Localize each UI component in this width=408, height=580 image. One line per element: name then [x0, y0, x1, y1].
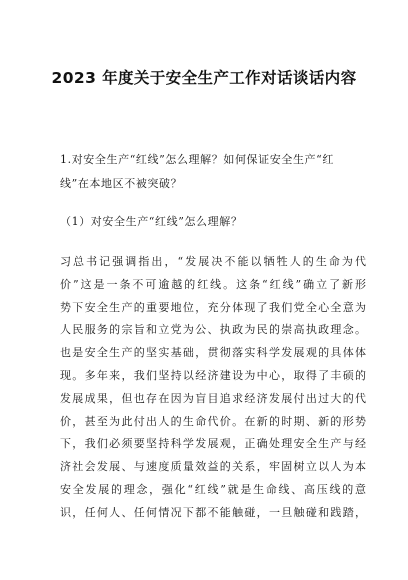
body-line-4: 人民服务的宗旨和立党为公、执政为民的崇高执政理念。: [60, 323, 366, 337]
body-line-11: 安全发展的理念，强化“红线”就是生命线、高压线的意: [60, 482, 366, 496]
body-line-5: 也是安全生产的坚实基础，贯彻落实科学发展观的具体体: [60, 346, 366, 360]
body-paragraph: [60, 251, 366, 525]
question-line-2: 线”在本地区不被突破？: [60, 177, 183, 190]
body-line-3: 势下安全生产的重要地位，充分体现了我们党全心全意为: [60, 300, 366, 314]
body-line-8: 价，甚至为此付出人的生命代价。在新的时期、新的形势: [60, 414, 366, 428]
question-line-1: 1.对安全生产“红线”怎么理解？如何保证安全生产“红: [60, 153, 334, 166]
body-line-2: 价”这是一条不可逾越的红线。这条“红线”确立了新形: [60, 277, 366, 291]
body-line-12: 识，任何人、任何情况下都不能触碰，一旦触碰和践踏，: [60, 505, 366, 519]
body-line-7: 发展成果，但也存在因为盲目追求经济发展付出过大的代: [60, 391, 366, 405]
body-line-9: 下，我们必须要坚持科学发展观，正确处理安全生产与经: [60, 437, 366, 451]
document-title: 2023 年度关于安全生产工作对话谈话内容: [51, 69, 357, 87]
question-paragraph: [60, 148, 360, 196]
body-line-6: 现。多年来，我们坚持以经济建设为中心，取得了丰硕的: [60, 368, 366, 382]
sub-question-heading: （1）对安全生产“红线”怎么理解？: [60, 215, 243, 228]
body-line-1: 习总书记强调指出，“发展决不能以牺牲人的生命为代: [60, 255, 366, 268]
body-line-10: 济社会发展、与速度质量效益的关系，牢固树立以人为本: [60, 460, 366, 474]
